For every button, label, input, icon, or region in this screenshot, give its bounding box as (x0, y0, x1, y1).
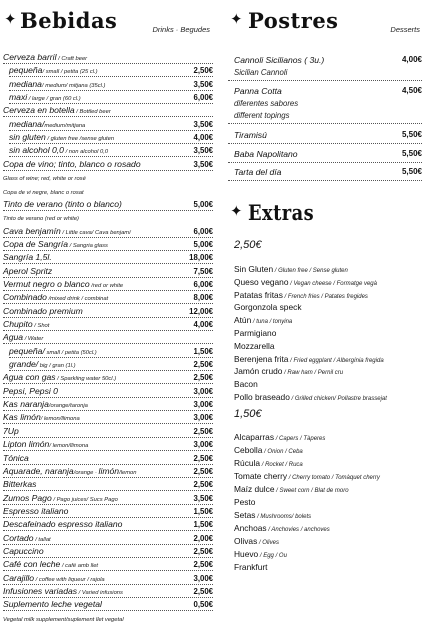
drink-name: Lipton limón (3, 439, 50, 450)
postres-title: Postres (248, 8, 339, 33)
extra-name: Gorgonzola speck (234, 302, 302, 313)
extras-group1-price: 2,50€ (234, 239, 262, 251)
dessert-name: Cannoli Sicilianos ( 3u.) (234, 55, 325, 65)
drink-translation: / café amb llet (60, 563, 99, 570)
drink-price: 2,50€ (193, 66, 213, 76)
drink-row (3, 372, 213, 384)
postres-subtitle: Desserts (390, 25, 420, 34)
drink-price: 2,00€ (193, 533, 213, 543)
drink-row (3, 586, 213, 598)
extra-translation: / Raw ham / Pernil cru (282, 370, 344, 377)
extra-name: Pesto (234, 497, 256, 507)
extra-name: Bacon (234, 379, 258, 390)
drink-price: 6,00€ (193, 279, 213, 289)
drink-row (3, 493, 213, 505)
extra-name: Huevo (234, 549, 259, 559)
drink-name: Aperol Spritz (3, 265, 53, 276)
drink-name: pequeña/ (9, 345, 45, 356)
drink-row (9, 92, 213, 104)
extras-header (222, 200, 424, 230)
drink-name: Aquarade, naranja (3, 465, 74, 476)
translation-note (3, 172, 213, 183)
drink-name: Kas naranja (3, 399, 49, 410)
drink-row (3, 105, 213, 117)
extra-item (234, 458, 303, 471)
drink-price: 6,00€ (193, 226, 213, 236)
extra-translation: / Gluten free / Sense gluten (273, 268, 348, 274)
drink-translation: / Little cava/ Cava benjamí (60, 229, 131, 236)
extra-translation: / Anchovies / anchoves (266, 527, 330, 533)
dessert-name: Tiramisú (234, 130, 267, 140)
extra-item (234, 264, 348, 277)
drink-price: 12,00€ (189, 306, 213, 316)
drink-row (3, 599, 213, 611)
bebidas-header (0, 8, 216, 38)
star-icon: ✦ (4, 11, 17, 28)
extra-name: Frankfurt (234, 562, 268, 572)
drink-price: 2,50€ (193, 587, 213, 596)
drink-price: 6,00€ (193, 93, 213, 103)
drink-row (3, 279, 213, 291)
extra-name: Berenjena frita (234, 353, 289, 364)
drink-price: 0,50€ (193, 600, 213, 610)
extra-item (234, 562, 268, 575)
drink-name: pequeña (9, 65, 43, 76)
extra-name: Maíz dulce (234, 484, 275, 494)
drink-translation: / coffee with liqueur / rajola (34, 576, 105, 583)
extra-name: Mozzarella (234, 340, 275, 351)
drink-row (3, 332, 213, 344)
extra-name: Jamón crudo (234, 366, 283, 377)
drink-name: Carajillo (3, 572, 35, 583)
extra-item (234, 328, 276, 341)
drink-name: Kas limón (3, 412, 41, 423)
drink-name: Combinado premium (3, 305, 83, 316)
extra-translation: / Vegan cheese / Formatge vegà (288, 280, 377, 287)
drink-translation: / lemon/llimona (49, 443, 89, 450)
drink-price: 3,00€ (193, 400, 213, 410)
drink-name: Copa de vino; tinto, blanco o rosado (3, 158, 141, 169)
dessert-subtitle: diferentes sabores (234, 99, 299, 108)
extra-item (234, 341, 275, 354)
drink-row (3, 52, 213, 64)
extra-name: Cebolla (234, 445, 263, 455)
drink-name: Café con leche (3, 559, 61, 570)
extra-item (234, 471, 380, 484)
drink-translation: / Pago juices/ Sucs Pago (51, 496, 118, 503)
drink-name: Descafeinado espresso italiano (3, 519, 123, 530)
drink-name: Cava benjamín (3, 225, 61, 236)
drink-translation: Copa de vi negre, blanc o rosat (3, 189, 84, 196)
drink-name: limón (98, 465, 120, 476)
drink-row (3, 573, 213, 585)
drink-row (3, 386, 213, 398)
drink-price: 1,50€ (193, 506, 213, 516)
divider (228, 180, 422, 181)
extra-item (234, 302, 302, 315)
extra-item (234, 484, 349, 497)
drink-translation: small / petita (50cl.) (44, 349, 97, 356)
drink-translation: Glass of wine; red, white or rosé (3, 176, 86, 183)
dessert-name: Baba Napolitano (234, 149, 298, 159)
extra-name: Queso vegano (234, 276, 289, 287)
drink-price: 1,50€ (193, 520, 213, 530)
drink-row (3, 519, 213, 531)
extra-name: Patatas fritas (234, 289, 283, 300)
extra-item (234, 510, 311, 523)
drink-price: 2,50€ (193, 560, 213, 570)
drink-price: 3,50€ (193, 119, 213, 129)
drink-name: Suplemento leche vegetal (3, 599, 102, 610)
extra-item (234, 290, 368, 303)
extra-translation: / Olives (257, 540, 279, 546)
extra-item (234, 432, 325, 445)
extra-name: Olivas (234, 536, 258, 546)
drink-name: Capuccino (3, 545, 44, 556)
star-icon: ✦ (230, 11, 243, 28)
drink-row (3, 479, 213, 491)
translation-note (3, 186, 213, 197)
drink-price: 3,00€ (193, 413, 213, 423)
divider (228, 123, 422, 124)
drink-name: sin gluten (9, 132, 46, 143)
drink-name: 7Up (3, 425, 19, 436)
extra-item (234, 497, 255, 510)
drink-price: 2,50€ (193, 426, 213, 436)
star-icon: ✦ (230, 203, 243, 220)
drink-row (9, 132, 213, 144)
drink-price: 4,00€ (193, 320, 213, 329)
drink-translation: / non alcohol 0,0 (63, 149, 109, 156)
extras-title: Extras (248, 200, 315, 225)
drink-translation: / large / gran (60 cl.) (27, 96, 81, 103)
dessert-price: 5,50€ (401, 149, 422, 158)
extra-translation: / Grilled chicken/ Pollastre brassejat (289, 396, 387, 402)
extra-item (234, 277, 377, 290)
dessert-subtitle: Sicilian Cannoli (234, 68, 288, 77)
drink-price: 3,50€ (193, 146, 213, 156)
drink-row (9, 119, 213, 131)
bebidas-title: Bebidas (20, 8, 118, 33)
drink-price: 3,00€ (193, 386, 213, 396)
drink-row (3, 292, 213, 304)
drink-translation: / Sangria glass (67, 242, 108, 249)
drink-price: 2,50€ (193, 546, 213, 556)
drink-name: Cerveza en botella (3, 105, 75, 116)
drink-row (3, 399, 213, 411)
drink-translation: Vegetal milk supplement/suplement llet vegetal (3, 616, 124, 623)
extra-translation: / Capers / Tàperes (274, 436, 326, 442)
drink-row (9, 65, 213, 77)
drink-row (3, 453, 213, 465)
drink-translation: /lemon (119, 469, 137, 476)
translation-note (3, 212, 213, 223)
drink-price: 3,00€ (193, 573, 213, 583)
drink-row (3, 506, 213, 518)
postres-header (222, 8, 424, 38)
dessert-price: 5,50€ (401, 130, 422, 139)
drink-name: sin alcohol 0,0 (9, 145, 64, 156)
drink-price: 1,50€ (193, 346, 213, 356)
drink-translation: / lemon/llimona (40, 416, 80, 423)
drink-row (3, 319, 213, 331)
drink-price: 8,00€ (193, 293, 213, 303)
drink-name: Agua (3, 332, 24, 343)
drink-price: 5,00€ (193, 199, 213, 209)
drink-name: maxi (9, 92, 28, 103)
extra-translation: / Egg / Ou (258, 553, 287, 559)
extra-name: Atún (234, 315, 252, 326)
extra-translation: / Onion / Ceba (262, 449, 303, 455)
extra-name: Pollo braseado (234, 392, 290, 402)
drink-row (3, 426, 213, 438)
dessert-price: 4,00€ (401, 55, 422, 64)
drink-price: 3,50€ (193, 79, 213, 89)
extra-translation: / Cherry tomato / Tomàquet cherry (287, 475, 380, 481)
divider (228, 162, 422, 163)
extra-item (234, 379, 258, 392)
drink-name: Cerveza barril (3, 52, 57, 62)
drink-price: 3,50€ (193, 159, 213, 169)
drink-name: Cortado (3, 532, 34, 543)
translation-note (3, 613, 213, 624)
drink-price: 2,50€ (193, 373, 213, 383)
dessert-price: 4,50€ (401, 86, 422, 95)
drink-name: Espresso italiano (3, 505, 69, 516)
drink-translation: / gluten free /sense gluten (45, 136, 115, 143)
extra-item (234, 549, 287, 562)
divider (228, 143, 422, 144)
drink-row (9, 145, 213, 157)
drink-translation: / small / petita (25 cl.) (42, 69, 98, 76)
divider (228, 80, 422, 81)
extra-name: Rúcula (234, 458, 261, 468)
drink-translation: /mixed drink / combinat (46, 296, 109, 303)
extra-translation: / tuna / tonyina (251, 319, 293, 326)
drink-translation: / Craft beer (56, 56, 88, 62)
drink-name: Vermut negro o blanco (3, 278, 90, 289)
drink-row (9, 359, 213, 371)
extra-translation: / French fries / Patates fregides (282, 293, 368, 300)
dessert-subtitle: different topings (234, 111, 290, 120)
drink-row (9, 346, 213, 358)
extra-item (234, 354, 384, 367)
drink-row (3, 252, 213, 264)
drink-name: Tónica (3, 452, 29, 463)
extra-name: Tomate cherry (234, 471, 288, 481)
extra-translation: / Rocket / Ruca (260, 462, 303, 468)
extra-item (234, 445, 303, 458)
drink-row (3, 306, 213, 318)
extra-name: Setas (234, 510, 256, 520)
drink-row (3, 559, 213, 571)
drink-translation: / Varied infusions (77, 590, 123, 596)
extra-item (234, 536, 279, 549)
dessert-name: Tarta del día (234, 167, 282, 177)
drink-price: 3,50€ (193, 493, 213, 503)
dessert-price: 5,50€ (401, 167, 422, 176)
drink-price: 4,00€ (193, 133, 213, 143)
drink-translation: /orange/taronja (48, 403, 88, 410)
drink-name: Bitterkas (3, 479, 37, 490)
drink-price: 2,50€ (193, 466, 213, 476)
drink-translation: / tallat (33, 536, 51, 543)
drink-name: Sangría 1,5l. (3, 252, 52, 263)
drink-row (9, 79, 213, 91)
drink-translation: /orange · (73, 469, 99, 476)
drink-translation: Tinto de verano (red or white) (3, 216, 79, 223)
drink-translation: big / gran (1l.) (38, 363, 76, 370)
drink-name: grande/ (9, 359, 39, 370)
drink-row (3, 199, 213, 211)
drink-row (3, 546, 213, 558)
extra-item (234, 315, 292, 328)
drink-row (3, 439, 213, 451)
drink-price: 5,00€ (193, 239, 213, 249)
drink-name: Zumos Pago (3, 492, 52, 503)
drink-row (3, 533, 213, 545)
drink-row (3, 412, 213, 424)
drink-price: 18,00€ (189, 253, 213, 263)
drink-translation: / Shot (32, 323, 50, 329)
dessert-name: Panna Cotta (234, 86, 282, 96)
drink-price: 3,00€ (193, 440, 213, 450)
drink-name: Chupito (3, 319, 33, 329)
extra-name: Parmigiano (234, 328, 277, 338)
drink-translation: / medium/ mitjana (35cl.) (41, 82, 106, 89)
drink-name: Combinado (3, 292, 47, 303)
drink-name: mediana/ (9, 118, 45, 129)
extra-item (234, 523, 330, 536)
extra-name: Alcaparras (234, 432, 275, 442)
drink-name: Tinto de verano (tinto o blanco) (3, 198, 122, 209)
extra-name: Anchoas (234, 523, 267, 533)
drink-translation: / Bottled beer (74, 109, 111, 116)
extra-translation: / Mushrooms/ bolets (255, 514, 312, 520)
extra-translation: / Fried eggplant / Albergínia fregida (288, 357, 384, 364)
extra-name: Sin Gluten (234, 264, 274, 274)
drink-price: 2,50€ (193, 453, 213, 463)
drink-price: 7,50€ (193, 266, 213, 276)
drink-translation: / Sparkling water 50cl.) (55, 376, 117, 383)
drink-name: Pepsi, Pepsi 0 (3, 385, 58, 396)
drink-row (3, 226, 213, 238)
extra-item (234, 392, 387, 405)
extra-item (234, 366, 343, 379)
drink-translation: /red or white (89, 282, 124, 289)
drink-name: mediana (9, 78, 42, 89)
drink-row (3, 239, 213, 251)
drink-row (3, 466, 213, 478)
drink-row (3, 159, 213, 171)
extras-group2-price: 1,50€ (234, 408, 262, 420)
drink-translation: medium/mitjana (44, 122, 86, 129)
drink-price: 2,50€ (193, 360, 213, 370)
bebidas-subtitle: Drinks · Begudes (152, 25, 210, 34)
drink-row (3, 266, 213, 278)
extra-translation: / Sweet corn / Blat de moro (274, 488, 349, 494)
drink-translation: / Water (23, 336, 44, 343)
drink-name: Copa de Sangría (3, 238, 68, 249)
drink-price: 2,50€ (193, 480, 213, 490)
drink-name: Agua con gas (3, 372, 56, 383)
drink-name: Infusiones variadas (3, 586, 78, 596)
